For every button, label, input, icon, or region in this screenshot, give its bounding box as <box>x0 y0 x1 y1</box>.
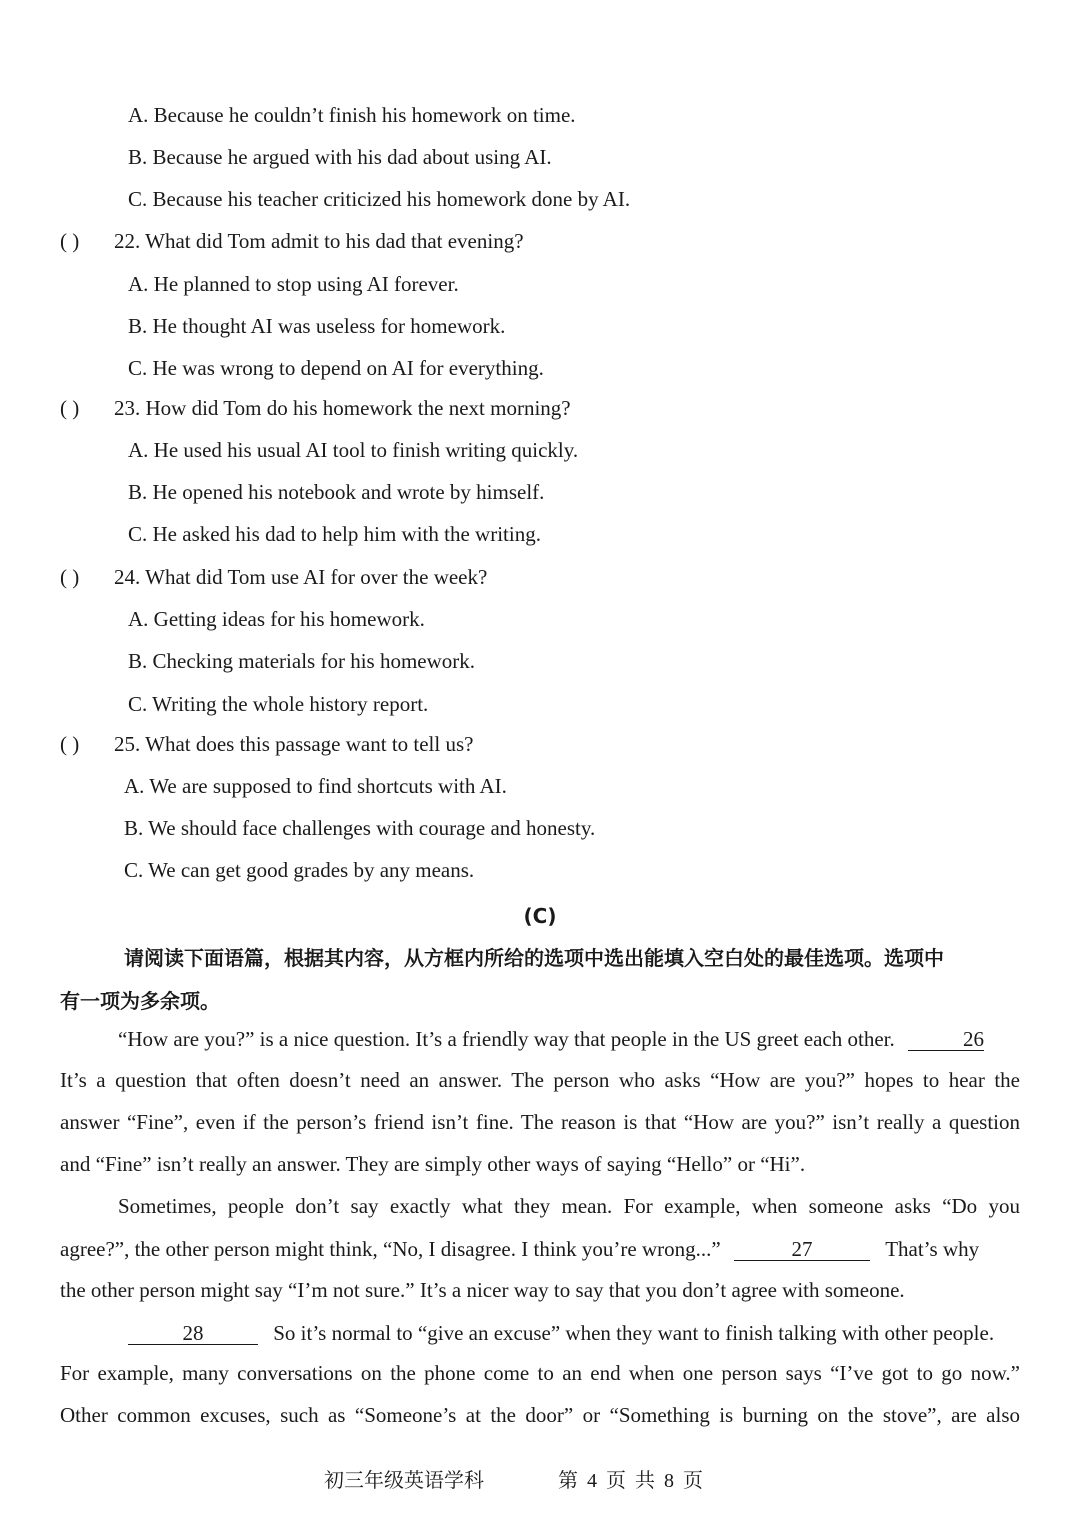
q24-option-a: A. Getting ideas for his homework. <box>128 607 425 631</box>
footer-subject: 初三年级英语学科 <box>324 1470 484 1492</box>
passage-text: agree?”, the other person might think, “No, I disagree. I think you’re wrong...” <box>60 1237 721 1261</box>
passage-line <box>128 1322 994 1345</box>
passage-line: Sometimes, people don’t say exactly what they mean. For example, when someone asks “Do you <box>118 1194 1020 1218</box>
q23-option-a: A. He used his usual AI tool to finish writing quickly. <box>128 438 579 462</box>
footer-page-number: 第 4 页 共 8 页 <box>558 1470 703 1492</box>
passage-line <box>118 1028 984 1051</box>
q23-option-b: B. He opened his notebook and wrote by himself. <box>128 480 545 504</box>
answer-blank-26: 26 <box>908 1028 984 1051</box>
question-number: 23. <box>114 396 141 420</box>
q25-option-c: C. We can get good grades by any means. <box>124 858 475 882</box>
passage-line: It’s a question that often doesn’t need an answer. The person who asks “How are you?” hopes to hear the <box>60 1068 1020 1092</box>
q22-option-c: C. He was wrong to depend on AI for everything. <box>128 356 544 380</box>
passage-line: Other common excuses, such as “Someone’s at the door” or “Something is burning on the stove”, are also <box>60 1403 1020 1427</box>
q21-option-a: A. Because he couldn’t finish his homework on time. <box>128 103 576 127</box>
question-24 <box>60 567 487 588</box>
q24-option-c: C. Writing the whole history report. <box>128 692 429 716</box>
question-number: 24. <box>114 565 141 589</box>
question-22 <box>60 231 524 252</box>
question-23 <box>60 398 571 419</box>
question-text: What did Tom use AI for over the week? <box>145 565 488 589</box>
q25-option-a: A. We are supposed to find shortcuts with AI. <box>124 774 507 798</box>
passage-line: and “Fine” isn’t really an answer. They are simply other ways of saying “Hello” or “Hi”. <box>60 1152 806 1176</box>
q25-option-b: B. We should face challenges with courage and honesty. <box>124 816 596 840</box>
question-text: How did Tom do his homework the next morning? <box>145 396 571 420</box>
answer-bracket: ( ) <box>60 732 80 756</box>
passage-line: the other person might say “I’m not sure.” It’s a nicer way to say that you don’t agree with someone. <box>60 1278 905 1302</box>
section-heading: (C) <box>523 904 557 928</box>
question-text: What does this passage want to tell us? <box>145 732 474 756</box>
question-text: What did Tom admit to his dad that evening? <box>145 229 524 253</box>
passage-line: For example, many conversations on the phone come to an end when one person says “I’ve got to go now.” <box>60 1361 1020 1385</box>
section-instruction-cont: 有一项为多余项。 <box>60 989 220 1013</box>
q24-option-b: B. Checking materials for his homework. <box>128 649 476 673</box>
answer-bracket: ( ) <box>60 396 80 420</box>
question-number: 22. <box>114 229 141 253</box>
passage-line <box>60 1238 979 1261</box>
q22-option-a: A. He planned to stop using AI forever. <box>128 272 459 296</box>
passage-line: answer “Fine”, even if the person’s friend isn’t fine. The reason is that “How are you?” isn’t really a question <box>60 1110 1020 1134</box>
question-25 <box>60 734 473 755</box>
answer-bracket: ( ) <box>60 565 80 589</box>
passage-text: That’s why <box>885 1237 980 1261</box>
answer-blank-27: 27 <box>734 1238 870 1261</box>
q21-option-c: C. Because his teacher criticized his homework done by AI. <box>128 187 631 211</box>
question-number: 25. <box>114 732 141 756</box>
section-instruction: 请阅读下面语篇，根据其内容，从方框内所给的选项中选出能填入空白处的最佳选项。选项中 <box>124 946 944 970</box>
q22-option-b: B. He thought AI was useless for homework. <box>128 314 506 338</box>
passage-text: “How are you?” is a nice question. It’s a friendly way that people in the US greet each other. <box>118 1027 895 1051</box>
answer-blank-28: 28 <box>128 1322 258 1345</box>
q21-option-b: B. Because he argued with his dad about using AI. <box>128 145 552 169</box>
answer-bracket: ( ) <box>60 229 80 253</box>
passage-text: So it’s normal to “give an excuse” when they want to finish talking with other people. <box>273 1321 995 1345</box>
q23-option-c: C. He asked his dad to help him with the writing. <box>128 522 541 546</box>
